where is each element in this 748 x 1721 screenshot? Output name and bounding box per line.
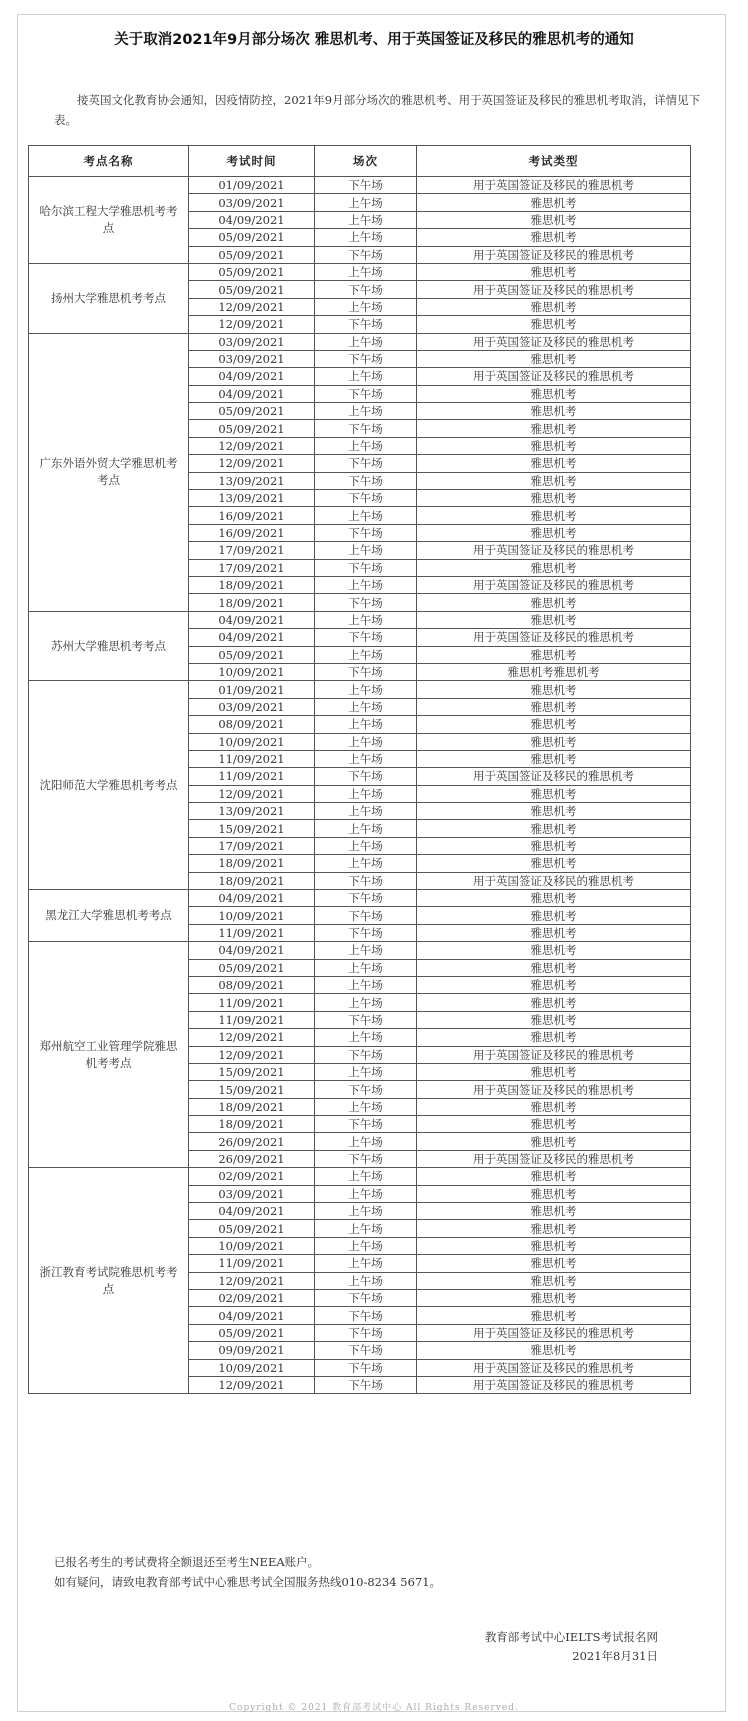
session-cell: 下午场 [315, 768, 417, 785]
exam-date-cell: 13/09/2021 [189, 472, 315, 489]
session-cell: 下午场 [315, 281, 417, 298]
table-row [29, 890, 691, 907]
center-name-cell: 扬州大学雅思机考考点 [29, 263, 189, 333]
note-hotline: 如有疑问，请致电教育部考试中心雅思考试全国服务热线010-8234 5671。 [54, 1575, 442, 1589]
cancellation-table [28, 145, 691, 1394]
exam-type-cell: 雅思机考 [417, 1290, 691, 1307]
session-cell: 上午场 [315, 333, 417, 350]
exam-date-cell: 17/09/2021 [189, 559, 315, 576]
session-cell: 下午场 [315, 1150, 417, 1167]
exam-date-cell: 04/09/2021 [189, 611, 315, 628]
exam-date-cell: 05/09/2021 [189, 246, 315, 263]
exam-date-cell: 10/09/2021 [189, 1237, 315, 1254]
session-cell: 下午场 [315, 524, 417, 541]
exam-date-cell: 10/09/2021 [189, 733, 315, 750]
session-cell: 上午场 [315, 1272, 417, 1289]
exam-date-cell: 05/09/2021 [189, 1220, 315, 1237]
exam-type-cell: 雅思机考 [417, 194, 691, 211]
exam-type-cell: 雅思机考 [417, 942, 691, 959]
center-name-cell: 郑州航空工业管理学院雅思机考考点 [29, 942, 189, 1168]
exam-type-cell: 雅思机考 [417, 229, 691, 246]
exam-date-cell: 04/09/2021 [189, 1307, 315, 1324]
exam-date-cell: 02/09/2021 [189, 1168, 315, 1185]
exam-type-cell: 雅思机考 [417, 211, 691, 228]
session-cell: 上午场 [315, 298, 417, 315]
exam-type-cell: 雅思机考 [417, 750, 691, 767]
exam-type-cell: 雅思机考 [417, 263, 691, 280]
exam-date-cell: 09/09/2021 [189, 1342, 315, 1359]
session-cell: 上午场 [315, 959, 417, 976]
exam-date-cell: 12/09/2021 [189, 437, 315, 454]
exam-date-cell: 13/09/2021 [189, 803, 315, 820]
exam-date-cell: 08/09/2021 [189, 976, 315, 993]
session-cell: 上午场 [315, 733, 417, 750]
session-cell: 上午场 [315, 698, 417, 715]
exam-type-cell: 雅思机考 [417, 907, 691, 924]
exam-date-cell: 05/09/2021 [189, 1324, 315, 1341]
exam-type-cell: 雅思机考 [417, 298, 691, 315]
session-cell: 下午场 [315, 1081, 417, 1098]
exam-type-cell: 雅思机考 [417, 959, 691, 976]
session-cell: 上午场 [315, 1237, 417, 1254]
session-cell: 下午场 [315, 872, 417, 889]
exam-type-cell: 雅思机考 [417, 1272, 691, 1289]
session-cell: 下午场 [315, 1342, 417, 1359]
exam-date-cell: 08/09/2021 [189, 716, 315, 733]
exam-type-cell: 雅思机考 [417, 1168, 691, 1185]
exam-type-cell: 用于英国签证及移民的雅思机考 [417, 629, 691, 646]
exam-type-cell: 雅思机考 [417, 1255, 691, 1272]
exam-date-cell: 13/09/2021 [189, 490, 315, 507]
exam-date-cell: 03/09/2021 [189, 194, 315, 211]
table-row [29, 1168, 691, 1185]
exam-type-cell: 用于英国签证及移民的雅思机考 [417, 1150, 691, 1167]
session-cell: 上午场 [315, 855, 417, 872]
exam-type-cell: 雅思机考 [417, 976, 691, 993]
session-cell: 上午场 [315, 611, 417, 628]
session-cell: 下午场 [315, 1011, 417, 1028]
signature-org: 教育部考试中心IELTS考试报名网 [484, 1630, 658, 1644]
exam-date-cell: 12/09/2021 [189, 1272, 315, 1289]
center-name-cell: 哈尔滨工程大学雅思机考考点 [29, 177, 189, 264]
session-cell: 上午场 [315, 1098, 417, 1115]
header-center-name: 考点名称 [29, 146, 189, 177]
table-row [29, 681, 691, 698]
exam-type-cell: 用于英国签证及移民的雅思机考 [417, 1376, 691, 1393]
header-session: 场次 [315, 146, 417, 177]
exam-type-cell: 雅思机考 [417, 733, 691, 750]
session-cell: 上午场 [315, 681, 417, 698]
exam-date-cell: 11/09/2021 [189, 994, 315, 1011]
session-cell: 下午场 [315, 907, 417, 924]
center-name-cell: 沈阳师范大学雅思机考考点 [29, 681, 189, 890]
exam-type-cell: 雅思机考 [417, 524, 691, 541]
exam-date-cell: 12/09/2021 [189, 316, 315, 333]
signature-date: 2021年8月31日 [572, 1649, 658, 1663]
exam-type-cell: 雅思机考 [417, 1307, 691, 1324]
session-cell: 上午场 [315, 211, 417, 228]
session-cell: 上午场 [315, 994, 417, 1011]
center-name-cell: 苏州大学雅思机考考点 [29, 611, 189, 681]
session-cell: 上午场 [315, 716, 417, 733]
exam-date-cell: 04/09/2021 [189, 1203, 315, 1220]
exam-type-cell: 雅思机考雅思机考 [417, 663, 691, 680]
exam-date-cell: 18/09/2021 [189, 1098, 315, 1115]
exam-type-cell: 用于英国签证及移民的雅思机考 [417, 368, 691, 385]
exam-date-cell: 26/09/2021 [189, 1150, 315, 1167]
notes [54, 1552, 441, 1592]
exam-type-cell: 雅思机考 [417, 837, 691, 854]
session-cell: 上午场 [315, 263, 417, 280]
exam-date-cell: 04/09/2021 [189, 890, 315, 907]
session-cell: 上午场 [315, 1029, 417, 1046]
page-title: 关于取消2021年9月部分场次 雅思机考、用于英国签证及移民的雅思机考的通知 [114, 32, 634, 48]
exam-type-cell: 雅思机考 [417, 1116, 691, 1133]
signature [485, 1628, 658, 1666]
exam-date-cell: 05/09/2021 [189, 229, 315, 246]
exam-date-cell: 03/09/2021 [189, 1185, 315, 1202]
session-cell: 下午场 [315, 472, 417, 489]
session-cell: 下午场 [315, 1046, 417, 1063]
center-name-cell: 广东外语外贸大学雅思机考考点 [29, 333, 189, 611]
exam-type-cell: 雅思机考 [417, 1011, 691, 1028]
session-cell: 下午场 [315, 246, 417, 263]
exam-date-cell: 12/09/2021 [189, 1376, 315, 1393]
exam-type-cell: 用于英国签证及移民的雅思机考 [417, 542, 691, 559]
exam-date-cell: 03/09/2021 [189, 350, 315, 367]
exam-type-cell: 用于英国签证及移民的雅思机考 [417, 1081, 691, 1098]
session-cell: 下午场 [315, 490, 417, 507]
exam-date-cell: 11/09/2021 [189, 768, 315, 785]
table-row [29, 611, 691, 628]
session-cell: 上午场 [315, 820, 417, 837]
exam-date-cell: 18/09/2021 [189, 872, 315, 889]
session-cell: 上午场 [315, 1168, 417, 1185]
session-cell: 下午场 [315, 629, 417, 646]
exam-date-cell: 04/09/2021 [189, 385, 315, 402]
exam-date-cell: 15/09/2021 [189, 1081, 315, 1098]
exam-type-cell: 用于英国签证及移民的雅思机考 [417, 177, 691, 194]
exam-type-cell: 雅思机考 [417, 420, 691, 437]
session-cell: 下午场 [315, 385, 417, 402]
exam-date-cell: 18/09/2021 [189, 1116, 315, 1133]
exam-date-cell: 12/09/2021 [189, 298, 315, 315]
exam-type-cell: 用于英国签证及移民的雅思机考 [417, 333, 691, 350]
session-cell: 上午场 [315, 507, 417, 524]
session-cell: 下午场 [315, 455, 417, 472]
session-cell: 上午场 [315, 1255, 417, 1272]
exam-type-cell: 雅思机考 [417, 1342, 691, 1359]
exam-type-cell: 雅思机考 [417, 350, 691, 367]
exam-type-cell: 雅思机考 [417, 1237, 691, 1254]
exam-date-cell: 11/09/2021 [189, 1255, 315, 1272]
exam-date-cell: 26/09/2021 [189, 1133, 315, 1150]
exam-date-cell: 04/09/2021 [189, 629, 315, 646]
exam-type-cell: 雅思机考 [417, 646, 691, 663]
exam-type-cell: 雅思机考 [417, 1063, 691, 1080]
exam-type-cell: 用于英国签证及移民的雅思机考 [417, 281, 691, 298]
exam-type-cell: 雅思机考 [417, 855, 691, 872]
session-cell: 下午场 [315, 1290, 417, 1307]
session-cell: 下午场 [315, 316, 417, 333]
exam-type-cell: 雅思机考 [417, 455, 691, 472]
session-cell: 上午场 [315, 1220, 417, 1237]
session-cell: 上午场 [315, 1203, 417, 1220]
session-cell: 上午场 [315, 542, 417, 559]
center-name-cell: 浙江教育考试院雅思机考考点 [29, 1168, 189, 1394]
exam-date-cell: 05/09/2021 [189, 281, 315, 298]
copyright: Copyright © 2021 教育部考试中心 All Rights Reserved. [229, 1703, 519, 1713]
exam-date-cell: 12/09/2021 [189, 1046, 315, 1063]
exam-type-cell: 雅思机考 [417, 490, 691, 507]
session-cell: 下午场 [315, 1116, 417, 1133]
exam-date-cell: 16/09/2021 [189, 507, 315, 524]
exam-date-cell: 03/09/2021 [189, 698, 315, 715]
session-cell: 下午场 [315, 663, 417, 680]
session-cell: 上午场 [315, 750, 417, 767]
exam-type-cell: 雅思机考 [417, 1029, 691, 1046]
session-cell: 上午场 [315, 837, 417, 854]
session-cell: 下午场 [315, 890, 417, 907]
exam-type-cell: 用于英国签证及移民的雅思机考 [417, 1324, 691, 1341]
exam-type-cell: 雅思机考 [417, 507, 691, 524]
exam-date-cell: 05/09/2021 [189, 420, 315, 437]
session-cell: 上午场 [315, 942, 417, 959]
table-row [29, 177, 691, 194]
exam-date-cell: 11/09/2021 [189, 750, 315, 767]
session-cell: 上午场 [315, 437, 417, 454]
exam-date-cell: 10/09/2021 [189, 663, 315, 680]
session-cell: 下午场 [315, 420, 417, 437]
exam-date-cell: 11/09/2021 [189, 924, 315, 941]
exam-date-cell: 03/09/2021 [189, 333, 315, 350]
exam-date-cell: 04/09/2021 [189, 942, 315, 959]
session-cell: 下午场 [315, 924, 417, 941]
exam-type-cell: 雅思机考 [417, 698, 691, 715]
session-cell: 下午场 [315, 559, 417, 576]
exam-type-cell: 雅思机考 [417, 924, 691, 941]
exam-date-cell: 16/09/2021 [189, 524, 315, 541]
table-row [29, 333, 691, 350]
exam-type-cell: 用于英国签证及移民的雅思机考 [417, 1046, 691, 1063]
exam-type-cell: 雅思机考 [417, 437, 691, 454]
exam-date-cell: 10/09/2021 [189, 1359, 315, 1376]
exam-type-cell: 雅思机考 [417, 611, 691, 628]
exam-date-cell: 05/09/2021 [189, 959, 315, 976]
exam-date-cell: 12/09/2021 [189, 785, 315, 802]
session-cell: 上午场 [315, 1185, 417, 1202]
exam-type-cell: 雅思机考 [417, 1098, 691, 1115]
exam-type-cell: 用于英国签证及移民的雅思机考 [417, 872, 691, 889]
exam-type-cell: 雅思机考 [417, 1220, 691, 1237]
exam-type-cell: 雅思机考 [417, 994, 691, 1011]
exam-date-cell: 12/09/2021 [189, 455, 315, 472]
session-cell: 上午场 [315, 403, 417, 420]
exam-type-cell: 雅思机考 [417, 403, 691, 420]
exam-type-cell: 用于英国签证及移民的雅思机考 [417, 768, 691, 785]
exam-type-cell: 用于英国签证及移民的雅思机考 [417, 576, 691, 593]
exam-type-cell: 雅思机考 [417, 785, 691, 802]
exam-type-cell: 雅思机考 [417, 559, 691, 576]
exam-date-cell: 04/09/2021 [189, 211, 315, 228]
session-cell: 下午场 [315, 1376, 417, 1393]
exam-type-cell: 雅思机考 [417, 1203, 691, 1220]
session-cell: 上午场 [315, 785, 417, 802]
intro-paragraph: 接英国文化教育协会通知，因疫情防控，2021年9月部分场次的雅思机考、用于英国签证及移民的雅思机考取消，详情见下表。 [54, 93, 701, 127]
exam-type-cell: 雅思机考 [417, 820, 691, 837]
table-row [29, 263, 691, 280]
session-cell: 上午场 [315, 194, 417, 211]
exam-date-cell: 17/09/2021 [189, 542, 315, 559]
exam-date-cell: 10/09/2021 [189, 907, 315, 924]
header-exam-date: 考试时间 [189, 146, 315, 177]
session-cell: 上午场 [315, 1133, 417, 1150]
session-cell: 上午场 [315, 1063, 417, 1080]
session-cell: 下午场 [315, 350, 417, 367]
exam-type-cell: 雅思机考 [417, 1133, 691, 1150]
exam-type-cell: 雅思机考 [417, 803, 691, 820]
center-name-cell: 黑龙江大学雅思机考考点 [29, 890, 189, 942]
session-cell: 上午场 [315, 646, 417, 663]
exam-date-cell: 18/09/2021 [189, 855, 315, 872]
session-cell: 下午场 [315, 1307, 417, 1324]
table-header-row [29, 146, 691, 177]
exam-type-cell: 雅思机考 [417, 681, 691, 698]
exam-date-cell: 01/09/2021 [189, 681, 315, 698]
exam-date-cell: 04/09/2021 [189, 368, 315, 385]
exam-date-cell: 12/09/2021 [189, 1029, 315, 1046]
exam-type-cell: 用于英国签证及移民的雅思机考 [417, 246, 691, 263]
exam-date-cell: 02/09/2021 [189, 1290, 315, 1307]
exam-date-cell: 15/09/2021 [189, 820, 315, 837]
exam-type-cell: 雅思机考 [417, 890, 691, 907]
exam-type-cell: 雅思机考 [417, 594, 691, 611]
session-cell: 上午场 [315, 229, 417, 246]
session-cell: 下午场 [315, 177, 417, 194]
table-row [29, 942, 691, 959]
exam-date-cell: 11/09/2021 [189, 1011, 315, 1028]
note-refund: 已报名考生的考试费将全额退还至考生NEEA账户。 [54, 1555, 320, 1569]
exam-type-cell: 雅思机考 [417, 385, 691, 402]
exam-date-cell: 05/09/2021 [189, 646, 315, 663]
session-cell: 上午场 [315, 803, 417, 820]
table-body [29, 177, 691, 1394]
exam-type-cell: 用于英国签证及移民的雅思机考 [417, 1359, 691, 1376]
header-exam-type: 考试类型 [417, 146, 691, 177]
exam-type-cell: 雅思机考 [417, 472, 691, 489]
exam-date-cell: 17/09/2021 [189, 837, 315, 854]
session-cell: 下午场 [315, 1359, 417, 1376]
exam-type-cell: 雅思机考 [417, 316, 691, 333]
exam-date-cell: 05/09/2021 [189, 263, 315, 280]
exam-date-cell: 15/09/2021 [189, 1063, 315, 1080]
exam-date-cell: 05/09/2021 [189, 403, 315, 420]
exam-date-cell: 18/09/2021 [189, 576, 315, 593]
exam-type-cell: 雅思机考 [417, 1185, 691, 1202]
session-cell: 上午场 [315, 976, 417, 993]
session-cell: 上午场 [315, 576, 417, 593]
exam-date-cell: 01/09/2021 [189, 177, 315, 194]
session-cell: 上午场 [315, 368, 417, 385]
session-cell: 下午场 [315, 1324, 417, 1341]
session-cell: 下午场 [315, 594, 417, 611]
exam-type-cell: 雅思机考 [417, 716, 691, 733]
exam-date-cell: 18/09/2021 [189, 594, 315, 611]
